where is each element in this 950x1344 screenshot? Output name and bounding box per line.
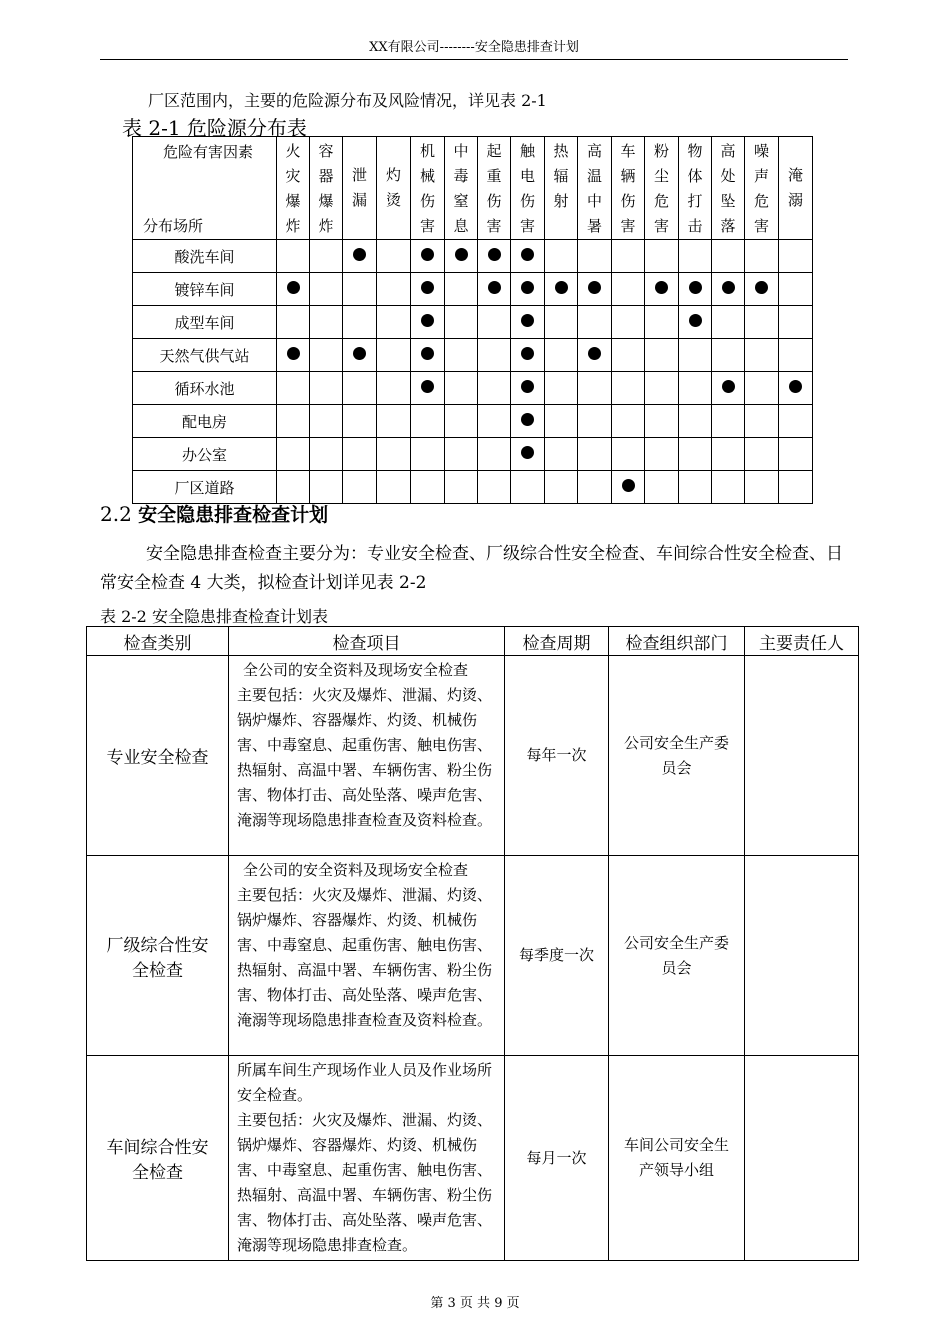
mark-cell	[645, 405, 679, 438]
section-paragraph: 安全隐患排查检查主要分为：专业安全检查、厂级综合性安全检查、车间综合性安全检查、日常安全检查 4 大类，拟检查计划详见表 2-2	[100, 544, 843, 593]
factor-header	[277, 137, 310, 240]
mark-cell	[377, 306, 411, 339]
mark-cell	[545, 339, 578, 372]
mark-cell	[310, 438, 343, 471]
mark-cell	[310, 273, 343, 306]
mark-cell	[578, 240, 612, 273]
mark-cell	[712, 372, 745, 405]
mark-cell	[343, 306, 377, 339]
factor-label: 高处坠落	[720, 142, 736, 235]
hazard-dot-icon	[588, 347, 601, 360]
factor-label: 触电伤害	[520, 142, 536, 235]
mark-cell	[343, 339, 377, 372]
hazard-dot-icon	[421, 314, 434, 327]
mark-cell	[612, 471, 645, 504]
factor-header	[545, 137, 578, 240]
item-lead: 全公司的安全资料及现场安全检查	[243, 661, 469, 679]
mark-cell	[645, 306, 679, 339]
item-lead: 全公司的安全资料及现场安全检查	[243, 861, 469, 879]
mark-cell	[445, 405, 478, 438]
mark-cell	[645, 372, 679, 405]
mark-cell	[478, 273, 511, 306]
mark-cell	[545, 372, 578, 405]
hazard-dot-icon	[755, 281, 768, 294]
mark-cell	[445, 240, 478, 273]
mark-cell	[745, 372, 779, 405]
mark-cell	[545, 471, 578, 504]
hazard-dot-icon	[353, 347, 366, 360]
hazard-dot-icon	[421, 248, 434, 261]
hazard-dot-icon	[689, 281, 702, 294]
mark-cell	[712, 339, 745, 372]
mark-cell	[712, 273, 745, 306]
factor-label: 淹溺	[788, 166, 804, 209]
hazard-dot-icon	[521, 347, 534, 360]
hazard-dot-icon	[287, 347, 300, 360]
hazard-dot-icon	[353, 248, 366, 261]
mark-cell	[411, 372, 445, 405]
dept-cell: 车间公司安全生产领导小组	[609, 1056, 745, 1261]
header-item: 检查项目	[229, 627, 505, 656]
section-title: 安全隐患排查检查计划	[138, 504, 329, 526]
category-cell: 专业安全检查	[87, 656, 229, 856]
mark-cell	[377, 438, 411, 471]
factor-label: 容器爆炸	[318, 142, 334, 235]
mark-cell	[545, 273, 578, 306]
mark-cell	[445, 273, 478, 306]
mark-cell	[578, 339, 612, 372]
table-row	[133, 372, 813, 405]
corner-top-label: 危险有害因素	[163, 143, 254, 161]
factor-header	[478, 137, 511, 240]
hazard-dot-icon	[521, 248, 534, 261]
item-cell	[229, 1056, 505, 1261]
mark-cell	[310, 306, 343, 339]
item-body: 主要包括：火灾及爆炸、泄漏、灼烫、锅炉爆炸、容器爆炸、灼烫、机械伤害、中毒窒息、起重伤害、触电伤害、热辐射、高温中署、车辆伤害、粉尘伤害、物体打击、高处坠落、噪声危害、淹溺等现场隐患排查检查及资料检查。	[237, 886, 493, 1029]
mark-cell	[310, 372, 343, 405]
hazard-dot-icon	[722, 380, 735, 393]
factor-header	[745, 137, 779, 240]
category-cell: 厂级综合性安全检查	[87, 856, 229, 1056]
place-cell: 天然气供气站	[133, 339, 277, 372]
mark-cell	[310, 240, 343, 273]
page-header: XX有限公司--------安全隐患排查计划	[100, 36, 848, 60]
mark-cell	[445, 438, 478, 471]
mark-cell	[511, 339, 545, 372]
mark-cell	[377, 372, 411, 405]
hazard-dot-icon	[789, 380, 802, 393]
mark-cell	[679, 306, 712, 339]
mark-cell	[679, 240, 712, 273]
factor-header	[343, 137, 377, 240]
mark-cell	[511, 438, 545, 471]
factor-label: 机械伤害	[420, 142, 436, 235]
intro-paragraph: 厂区范围内，主要的危险源分布及风险情况，详见表 2-1	[148, 91, 547, 110]
hazard-dot-icon	[421, 380, 434, 393]
header-category: 检查类别	[87, 627, 229, 656]
mark-cell	[712, 240, 745, 273]
item-cell	[229, 656, 505, 856]
place-cell: 镀锌车间	[133, 273, 277, 306]
mark-cell	[545, 306, 578, 339]
mark-cell	[745, 273, 779, 306]
mark-cell	[612, 438, 645, 471]
hazard-dot-icon	[455, 248, 468, 261]
mark-cell	[712, 471, 745, 504]
table2-caption: 表 2-2 安全隐患排查检查计划表	[100, 607, 328, 626]
mark-cell	[779, 273, 813, 306]
table-row	[87, 1056, 859, 1261]
page-footer: 第 3 页 共 9 页	[430, 1296, 520, 1311]
mark-cell	[411, 471, 445, 504]
mark-cell	[277, 438, 310, 471]
mark-cell	[310, 405, 343, 438]
header-dept: 检查组织部门	[609, 627, 745, 656]
table-row	[133, 240, 813, 273]
hazard-dot-icon	[421, 281, 434, 294]
mark-cell	[578, 306, 612, 339]
mark-cell	[779, 339, 813, 372]
mark-cell	[310, 471, 343, 504]
factor-label: 噪声危害	[754, 142, 770, 235]
hazard-dot-icon	[722, 281, 735, 294]
table-row	[133, 438, 813, 471]
table-row	[133, 273, 813, 306]
mark-cell	[679, 372, 712, 405]
mark-cell	[645, 339, 679, 372]
factor-label: 热辐射	[553, 142, 569, 210]
mark-cell	[645, 471, 679, 504]
factor-label: 灼烫	[386, 166, 402, 209]
place-cell: 办公室	[133, 438, 277, 471]
mark-cell	[277, 339, 310, 372]
mark-cell	[478, 438, 511, 471]
factor-header	[779, 137, 813, 240]
factor-header	[712, 137, 745, 240]
factor-label: 火灾爆炸	[285, 142, 301, 235]
period-cell: 每季度一次	[505, 856, 609, 1056]
mark-cell	[712, 306, 745, 339]
mark-cell	[545, 405, 578, 438]
mark-cell	[779, 306, 813, 339]
mark-cell	[445, 372, 478, 405]
mark-cell	[612, 339, 645, 372]
hazard-dot-icon	[655, 281, 668, 294]
table-row	[133, 405, 813, 438]
factor-header	[411, 137, 445, 240]
table-row	[133, 471, 813, 504]
hazard-dot-icon	[555, 281, 568, 294]
mark-cell	[578, 372, 612, 405]
mark-cell	[343, 438, 377, 471]
mark-cell	[277, 240, 310, 273]
factor-header	[310, 137, 343, 240]
mark-cell	[377, 339, 411, 372]
mark-cell	[478, 372, 511, 405]
dept-cell: 公司安全生产委员会	[609, 856, 745, 1056]
mark-cell	[377, 240, 411, 273]
place-cell: 酸洗车间	[133, 240, 277, 273]
table1-caption: 表 2-1 危险源分布表	[122, 116, 307, 140]
mark-cell	[612, 306, 645, 339]
mark-cell	[645, 273, 679, 306]
mark-cell	[343, 471, 377, 504]
mark-cell	[343, 372, 377, 405]
mark-cell	[779, 471, 813, 504]
table-row	[87, 656, 859, 856]
table-row	[133, 339, 813, 372]
hazard-dot-icon	[488, 281, 501, 294]
hazard-dot-icon	[521, 446, 534, 459]
mark-cell	[411, 273, 445, 306]
person-cell	[745, 856, 859, 1056]
item-lead: 所属车间生产现场作业人员及作业场所安全检查。	[237, 1061, 493, 1104]
hazard-dot-icon	[287, 281, 300, 294]
mark-cell	[578, 471, 612, 504]
mark-cell	[411, 405, 445, 438]
mark-cell	[377, 471, 411, 504]
section-heading	[100, 500, 328, 527]
item-body: 主要包括：火灾及爆炸、泄漏、灼烫、锅炉爆炸、容器爆炸、灼烫、机械伤害、中毒窒息、起重伤害、触电伤害、热辐射、高温中署、车辆伤害、粉尘伤害、物体打击、高处坠落、噪声危害、淹溺等现场隐患排查检查及资料检查。	[237, 686, 493, 829]
hazard-dot-icon	[521, 281, 534, 294]
category-cell: 车间综合性安全检查	[87, 1056, 229, 1261]
mark-cell	[411, 339, 445, 372]
factor-header	[612, 137, 645, 240]
mark-cell	[612, 405, 645, 438]
mark-cell	[779, 240, 813, 273]
mark-cell	[612, 372, 645, 405]
table-row	[133, 306, 813, 339]
mark-cell	[478, 240, 511, 273]
hazard-dot-icon	[488, 248, 501, 261]
mark-cell	[578, 438, 612, 471]
mark-cell	[745, 438, 779, 471]
mark-cell	[277, 306, 310, 339]
mark-cell	[277, 405, 310, 438]
mark-cell	[277, 471, 310, 504]
mark-cell	[712, 405, 745, 438]
inspection-plan-table	[86, 626, 859, 1261]
place-cell: 厂区道路	[133, 471, 277, 504]
place-cell: 配电房	[133, 405, 277, 438]
person-cell	[745, 656, 859, 856]
mark-cell	[511, 471, 545, 504]
period-cell: 每月一次	[505, 1056, 609, 1261]
mark-cell	[411, 240, 445, 273]
mark-cell	[478, 339, 511, 372]
hazard-distribution-table	[132, 136, 813, 504]
header-period: 检查周期	[505, 627, 609, 656]
hazard-dot-icon	[521, 380, 534, 393]
mark-cell	[511, 405, 545, 438]
mark-cell	[679, 273, 712, 306]
mark-cell	[679, 339, 712, 372]
mark-cell	[478, 306, 511, 339]
header-person: 主要责任人	[745, 627, 859, 656]
mark-cell	[445, 306, 478, 339]
place-cell: 循环水池	[133, 372, 277, 405]
mark-cell	[310, 339, 343, 372]
factor-header	[679, 137, 712, 240]
mark-cell	[277, 273, 310, 306]
factor-label: 粉尘危害	[654, 142, 670, 235]
factor-label: 中毒窒息	[453, 142, 469, 235]
mark-cell	[745, 306, 779, 339]
mark-cell	[478, 405, 511, 438]
mark-cell	[745, 339, 779, 372]
mark-cell	[377, 405, 411, 438]
mark-cell	[445, 339, 478, 372]
mark-cell	[779, 438, 813, 471]
mark-cell	[411, 438, 445, 471]
hazard-dot-icon	[521, 413, 534, 426]
mark-cell	[578, 405, 612, 438]
mark-cell	[545, 438, 578, 471]
mark-cell	[712, 438, 745, 471]
mark-cell	[779, 372, 813, 405]
mark-cell	[745, 405, 779, 438]
item-cell	[229, 856, 505, 1056]
table-row	[87, 856, 859, 1056]
mark-cell	[343, 405, 377, 438]
mark-cell	[779, 405, 813, 438]
section-number: 2.2	[100, 502, 132, 526]
mark-cell	[679, 471, 712, 504]
factor-header	[645, 137, 679, 240]
mark-cell	[745, 471, 779, 504]
factor-label: 泄漏	[352, 166, 368, 209]
mark-cell	[343, 240, 377, 273]
mark-cell	[377, 273, 411, 306]
mark-cell	[612, 240, 645, 273]
mark-cell	[511, 306, 545, 339]
hazard-dot-icon	[689, 314, 702, 327]
factor-header	[377, 137, 411, 240]
mark-cell	[612, 273, 645, 306]
mark-cell	[411, 306, 445, 339]
hazard-dot-icon	[588, 281, 601, 294]
mark-cell	[445, 471, 478, 504]
mark-cell	[511, 372, 545, 405]
mark-cell	[511, 273, 545, 306]
mark-cell	[679, 405, 712, 438]
mark-cell	[645, 240, 679, 273]
factor-label: 物体打击	[687, 142, 703, 235]
mark-cell	[745, 240, 779, 273]
dept-cell: 公司安全生产委员会	[609, 656, 745, 856]
person-cell	[745, 1056, 859, 1261]
period-cell: 每年一次	[505, 656, 609, 856]
corner-bottom-label: 分布场所	[143, 217, 204, 235]
hazard-dot-icon	[622, 479, 635, 492]
mark-cell	[277, 372, 310, 405]
hazard-dot-icon	[521, 314, 534, 327]
hazard-dot-icon	[421, 347, 434, 360]
factor-label: 车辆伤害	[620, 142, 636, 235]
factor-header	[578, 137, 612, 240]
factor-label: 起重伤害	[486, 142, 502, 235]
mark-cell	[679, 438, 712, 471]
mark-cell	[578, 273, 612, 306]
mark-cell	[645, 438, 679, 471]
mark-cell	[511, 240, 545, 273]
item-body: 主要包括：火灾及爆炸、泄漏、灼烫、锅炉爆炸、容器爆炸、灼烫、机械伤害、中毒窒息、起重伤害、触电伤害、热辐射、高温中署、车辆伤害、粉尘伤害、物体打击、高处坠落、噪声危害、淹溺等现场隐患排查检查。	[237, 1111, 493, 1254]
place-cell: 成型车间	[133, 306, 277, 339]
factor-header	[445, 137, 478, 240]
factor-header	[511, 137, 545, 240]
mark-cell	[343, 273, 377, 306]
table1-corner-cell	[133, 137, 277, 240]
mark-cell	[545, 240, 578, 273]
factor-label: 高温中暑	[587, 142, 603, 235]
mark-cell	[478, 471, 511, 504]
